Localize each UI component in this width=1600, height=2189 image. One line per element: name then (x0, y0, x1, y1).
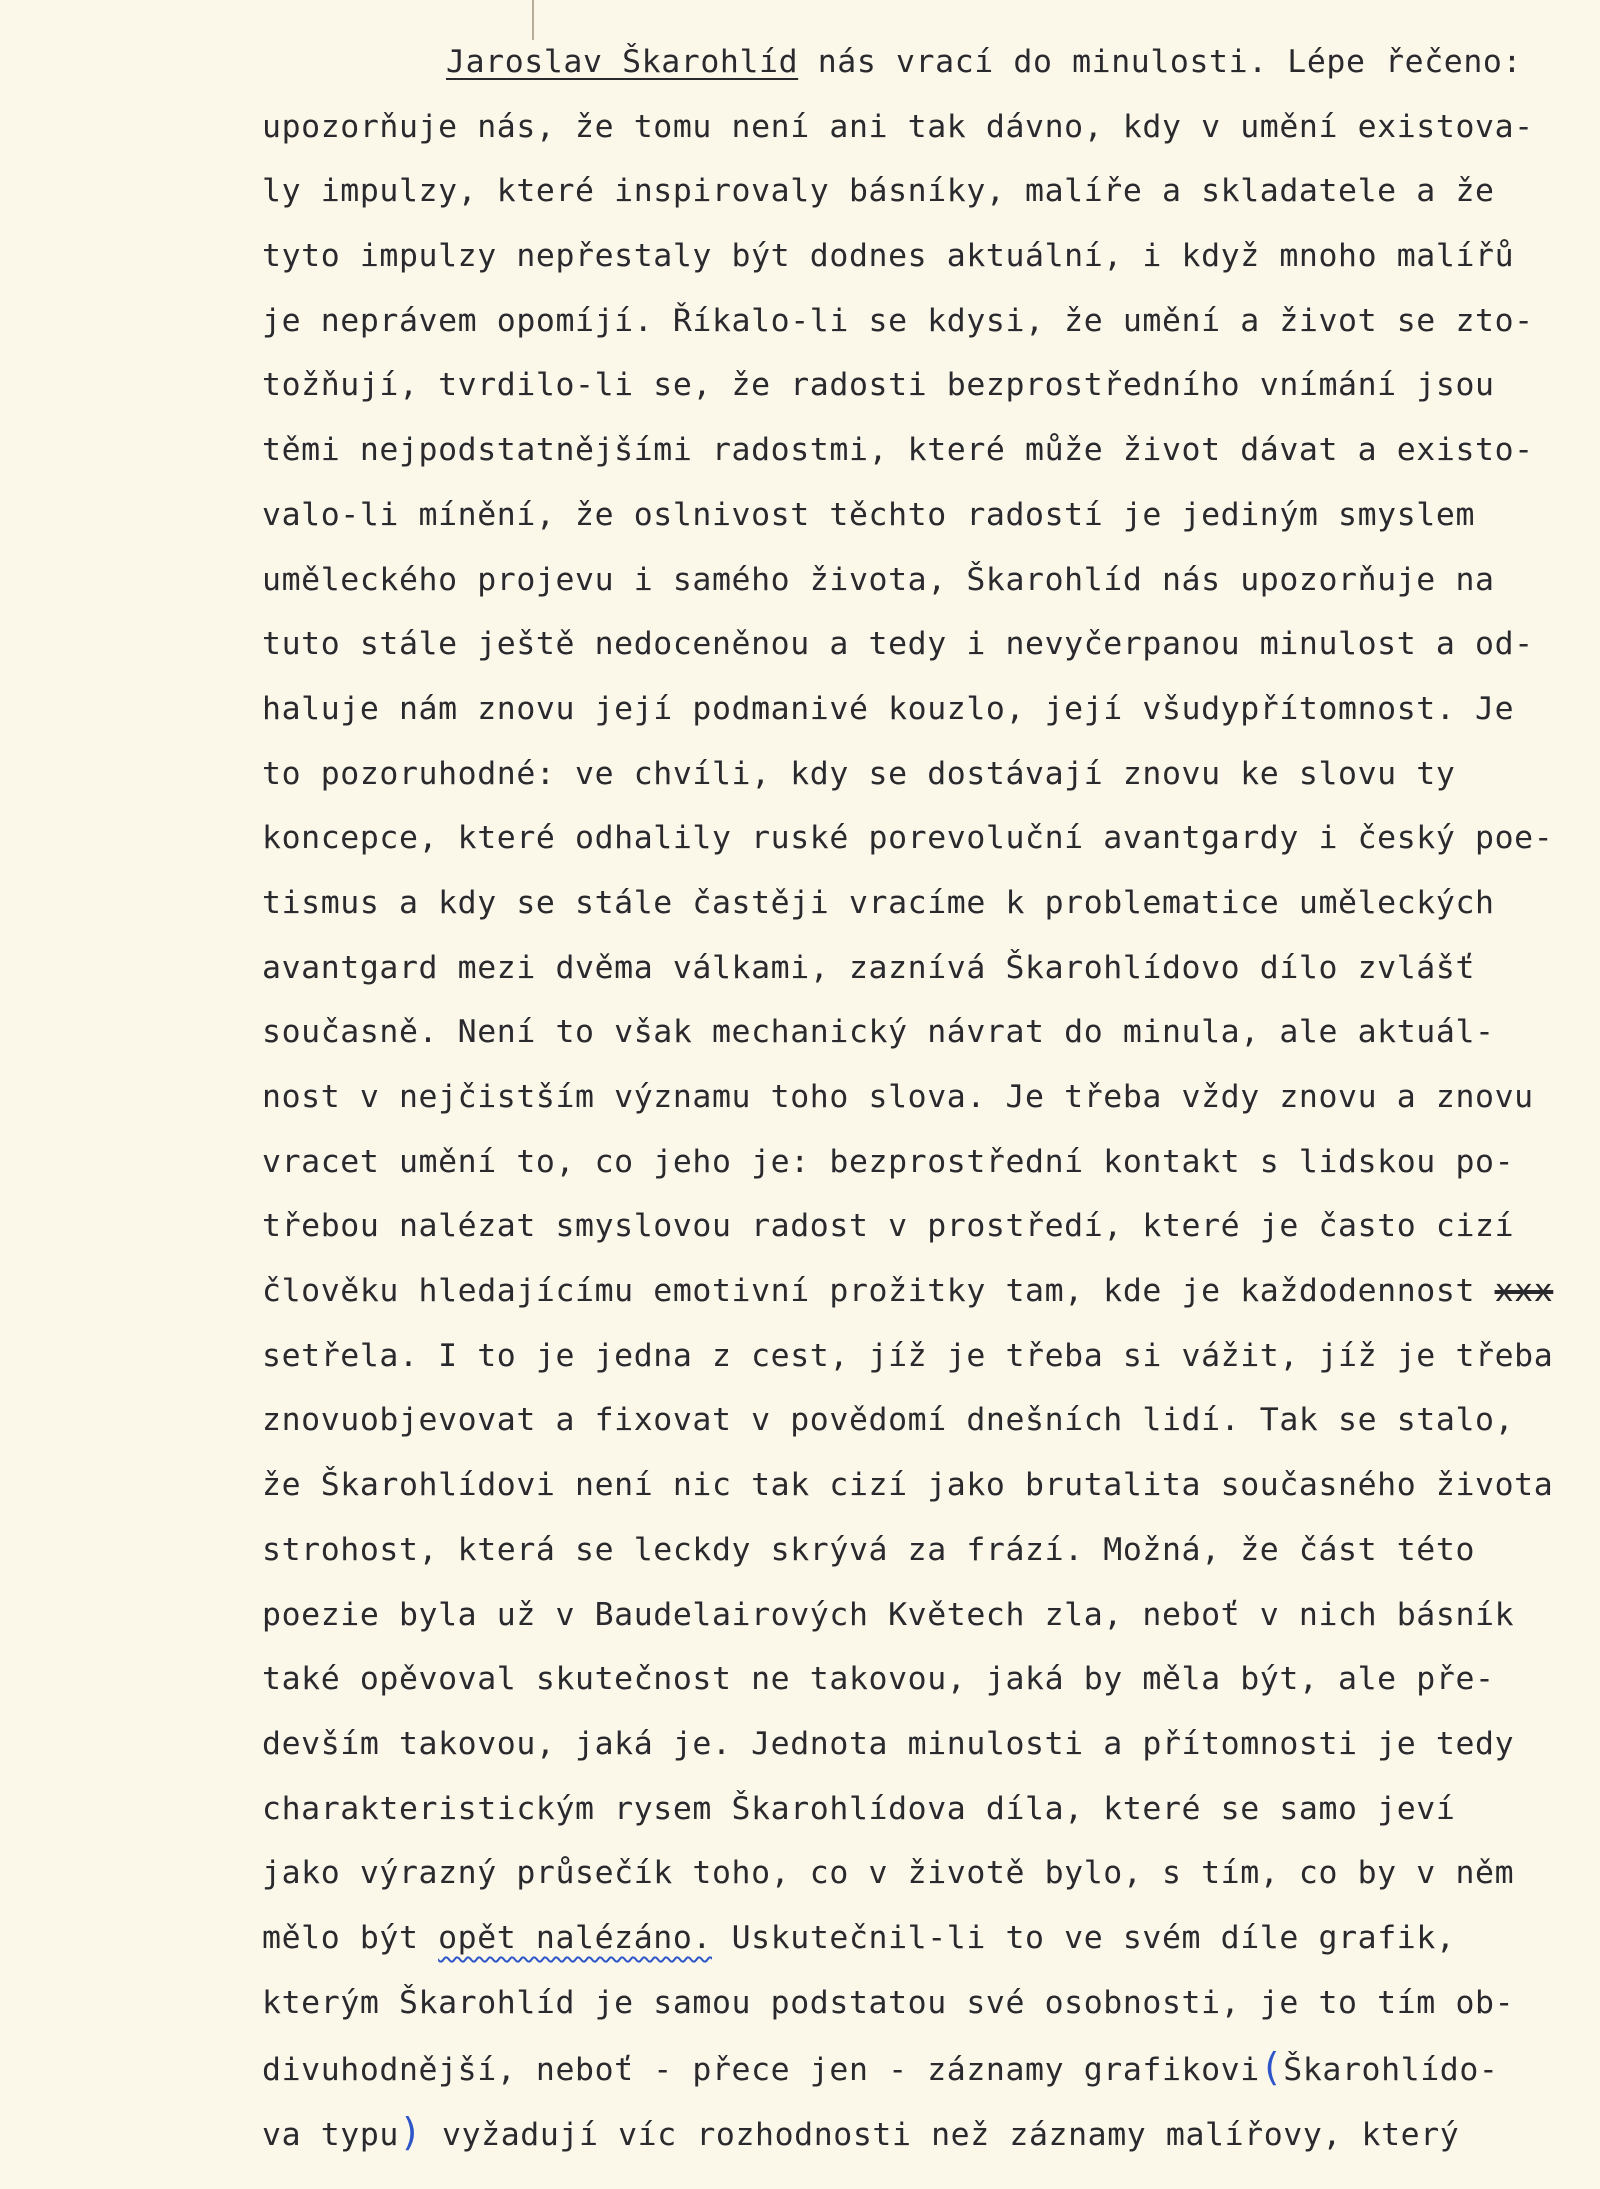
text-segment: vracet umění to, co jeho je: bezprostřední kontakt s lidskou po- (262, 1143, 1515, 1180)
text-segment: upozorňuje nás, že tomu není ani tak dávno, kdy v umění existova- (262, 108, 1534, 145)
text-line (262, 1453, 1582, 1518)
text-line (262, 1777, 1582, 1842)
underlined-name: Jaroslav Škarohlíd (446, 44, 799, 80)
text-line (262, 612, 1582, 677)
text-line (262, 1065, 1582, 1130)
text-segment: valo-li mínění, že oslnivost těchto radostí je jediným smyslem (262, 496, 1476, 533)
text-segment: divuhodnější, neboť - přece jen - záznamy grafikovi (262, 2052, 1260, 2089)
text-line (262, 2100, 1582, 2165)
text-segment: haluje nám znovu její podmanivé kouzlo, její všudypřítomnost. Je (262, 690, 1515, 727)
text-segment: va typu (262, 2117, 399, 2153)
text-segment: tožňují, tvrdilo-li se, že radosti bezprostředního vnímání jsou (262, 367, 1495, 404)
text-line (262, 2035, 1582, 2100)
text-line (262, 1712, 1582, 1777)
text-segment: třebou nalézat smyslovou radost v prostředí, které je často cizí (262, 1208, 1515, 1245)
text-segment: je neprávem opomíjí. Říkalo-li se kdysi, že umění a život se zto- (262, 302, 1534, 339)
text-line (262, 742, 1582, 807)
text-segment: znovuobjevovat a fixovat v povědomí dnešních lidí. Tak se stalo, (262, 1402, 1515, 1439)
text-segment: nost v nejčistším významu toho slova. Je třeba vždy znovu a znovu (262, 1079, 1534, 1115)
text-segment: že Škarohlídovi není nic tak cizí jako brutalita současného života (262, 1467, 1554, 1504)
text-line (262, 677, 1582, 742)
text-line (262, 1388, 1582, 1453)
text-line (262, 1518, 1582, 1583)
text-line (262, 1324, 1582, 1389)
text-segment: poezie byla už v Baudelairových Květech zla, neboť v nich básník (262, 1596, 1515, 1633)
text-line (262, 871, 1582, 936)
text-segment: nás vrací do minulosti. Lépe řečeno: (798, 44, 1523, 80)
text-line (262, 806, 1582, 871)
text-segment: koncepce, které odhalily ruské porevoluční avantgardy i český poe- (262, 820, 1554, 857)
text-line (262, 1583, 1582, 1648)
text-line (262, 95, 1582, 160)
text-line (262, 159, 1582, 224)
text-segment: současně. Není to však mechanický návrat do minula, ale aktuál- (262, 1014, 1495, 1051)
text-line (262, 289, 1582, 354)
text-segment: tismus a kdy se stále častěji vracíme k problematice uměleckých (262, 884, 1495, 921)
text-segment: kterým Škarohlíd je samou podstatou své osobnosti, je to tím ob- (262, 1984, 1515, 2021)
text-segment: ly impulzy, které inspirovaly básníky, malíře a skladatele a že (262, 173, 1495, 210)
text-line (262, 353, 1582, 418)
text-segment: vyžadují víc rozhodnosti než záznamy malířovy, který (422, 2117, 1460, 2153)
text-segment: člověku hledajícímu emotivní prožitky tam, kde je každodennost (262, 1273, 1495, 1310)
pen-parenthesis: ( (1259, 2045, 1284, 2090)
text-segment: to pozoruhodné: ve chvíli, kdy se dostávají znovu ke slovu ty (262, 755, 1456, 792)
text-segment: Uskutečnil-li to ve svém díle grafik, (712, 1919, 1456, 1956)
text-segment: avantgard mezi dvěma válkami, zaznívá Škarohlídovo dílo zvlášť (262, 949, 1476, 986)
text-line (262, 1971, 1582, 2036)
text-line (262, 1841, 1582, 1906)
pen-parenthesis: ) (398, 2110, 423, 2154)
pen-underlined-text: opět nalézáno. (438, 1919, 712, 1956)
text-segment: těmi nejpodstatnějšími radostmi, které může život dávat a existo- (262, 432, 1534, 469)
text-line (262, 1906, 1582, 1971)
text-segment: setřela. I to je jedna z cest, jíž je třeba si vážit, jíž je třeba (262, 1337, 1554, 1374)
text-segment: devším takovou, jaká je. Jednota minulosti a přítomnosti je tedy (262, 1725, 1515, 1762)
text-segment: také opěvoval skutečnost ne takovou, jaká by měla být, ale pře- (262, 1661, 1495, 1698)
text-segment: Škarohlído- (1283, 2052, 1499, 2089)
text-segment: tuto stále ještě nedoceněnou a tedy i nevyčerpanou minulost a od- (262, 626, 1534, 663)
text-line (262, 548, 1582, 613)
text-line (262, 1130, 1582, 1195)
text-line (262, 1259, 1582, 1324)
text-segment: uměleckého projevu i samého života, Škarohlíd nás upozorňuje na (262, 561, 1495, 598)
text-line (262, 936, 1582, 1001)
text-line (262, 1647, 1582, 1712)
text-line (262, 1194, 1582, 1259)
text-line (262, 30, 1582, 95)
struck-text: xxx (1494, 1273, 1554, 1310)
text-segment: jako výrazný průsečík toho, co v životě bylo, s tím, co by v něm (262, 1855, 1515, 1892)
text-segment: tyto impulzy nepřestaly být dodnes aktuální, i když mnoho malířů (262, 238, 1515, 275)
text-line (262, 483, 1582, 548)
text-line (262, 224, 1582, 289)
text-line (262, 1000, 1582, 1065)
typewritten-page (262, 30, 1582, 2165)
text-segment: strohost, která se leckdy skrývá za frází. Možná, že část této (262, 1531, 1476, 1568)
text-segment: mělo být (262, 1919, 439, 1956)
text-line (262, 418, 1582, 483)
text-segment: charakteristickým rysem Škarohlídova díla, které se samo jeví (262, 1790, 1456, 1827)
